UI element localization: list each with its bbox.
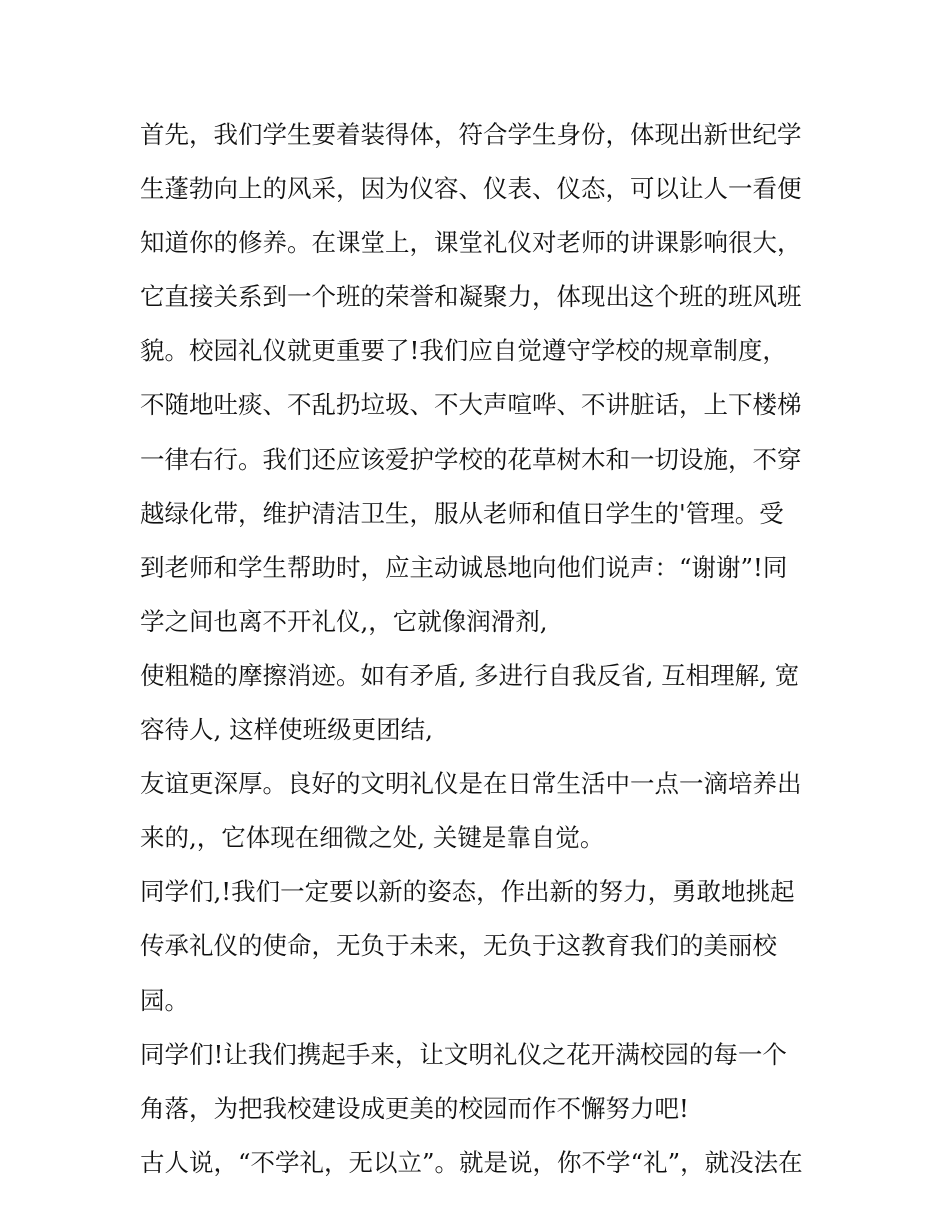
- text-line: 不随地吐痰、不乱扔垃圾、不大声喧哗、不讲脏话，上下楼梯: [140, 390, 802, 420]
- text-line: 一律右行。我们还应该爱护学校的花草树木和一切设施，不穿: [140, 444, 802, 474]
- text-line: 古人说，“不学礼，无以立”。就是说，你不学“礼”，就没法在: [140, 1147, 803, 1177]
- document-body-text: [140, 108, 830, 1190]
- text-line: 容待人, 这样使班级更团结,: [140, 715, 433, 745]
- text-line: 越绿化带，维护清洁卫生，服从老师和值日学生的'管理。受: [140, 498, 784, 528]
- text-line: 友谊更深厚。良好的文明礼仪是在日常生活中一点一滴培养出: [140, 769, 802, 799]
- text-line: 同学们!让我们携起手来，让文明礼仪之花开满校园的每一个: [140, 1039, 787, 1069]
- text-line: 貌。校园礼仪就更重要了!我们应自觉遵守学校的规章制度，: [140, 336, 787, 366]
- text-line: 生蓬勃向上的风采，因为仪容、仪表、仪态，可以让人一看便: [140, 174, 802, 204]
- text-line: 传承礼仪的使命，无负于未来，无负于这教育我们的美丽校: [140, 931, 777, 961]
- text-line: 它直接关系到一个班的荣誉和凝聚力，体现出这个班的班风班: [140, 282, 802, 312]
- text-line: 使粗糙的摩擦消迹。如有矛盾, 多进行自我反省, 互相理解, 宽: [140, 660, 800, 690]
- text-line: 园。: [140, 985, 189, 1015]
- text-line: 来的,，它体现在细微之处, 关键是靠自觉。: [140, 823, 605, 853]
- text-line: 知道你的修养。在课堂上，课堂礼仪对老师的讲课影响很大，: [140, 228, 802, 258]
- text-line: 首先，我们学生要着装得体，符合学生身份，体现出新世纪学: [140, 120, 802, 149]
- text-line: 到老师和学生帮助时，应主动诚恳地向他们说声：“谢谢”!同: [140, 552, 788, 582]
- text-line: 角落，为把我校建设成更美的校园而作不懈努力吧!: [140, 1093, 689, 1123]
- text-line: 学之间也离不开礼仪,，它就像润滑剂,: [140, 606, 548, 636]
- text-line: 同学们,!我们一定要以新的姿态，作出新的努力，勇敢地挑起: [140, 877, 795, 907]
